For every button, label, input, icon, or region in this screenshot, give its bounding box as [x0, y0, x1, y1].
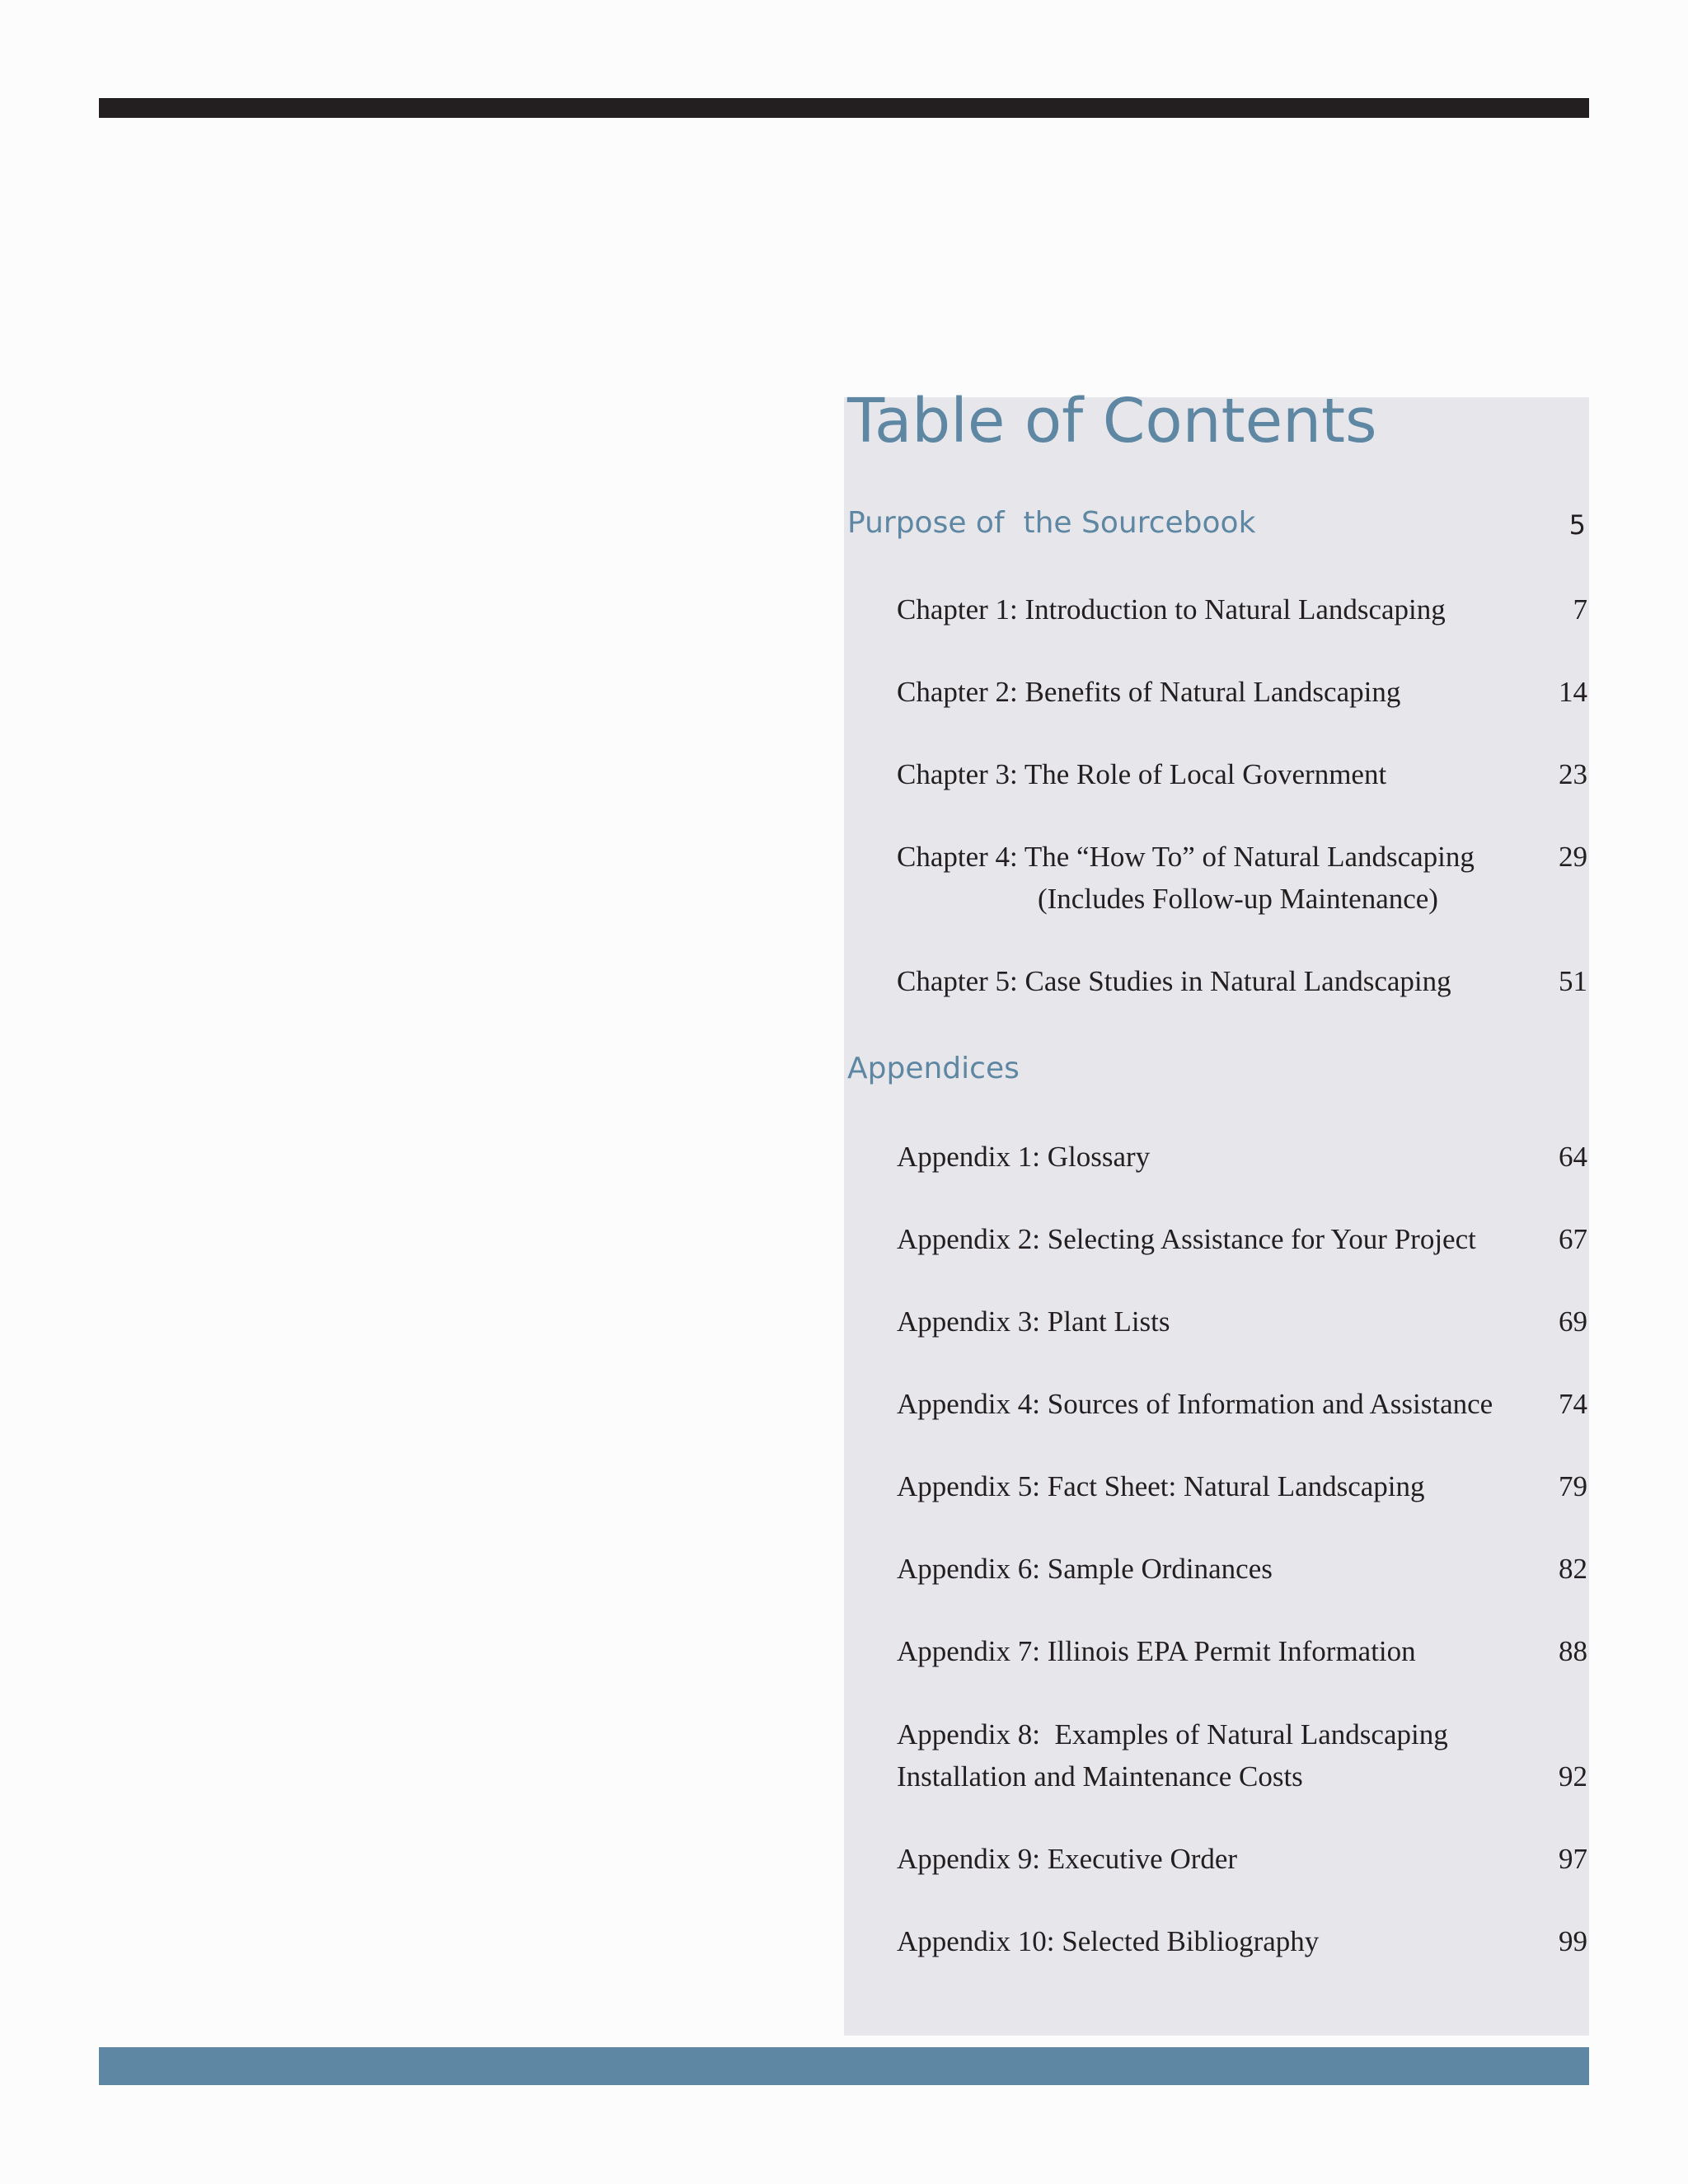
toc-page-appendix-10: 99: [1559, 1925, 1587, 1957]
toc-entry-appendix-10[interactable]: Appendix 10: Selected Bibliography: [897, 1925, 1320, 1957]
toc-page-appendix-3: 69: [1559, 1305, 1587, 1338]
toc-page-chapter-4: 29: [1559, 841, 1587, 873]
toc-entry-chapter-3[interactable]: Chapter 3: The Role of Local Government: [897, 758, 1387, 790]
toc-page-chapter-3: 23: [1559, 758, 1587, 790]
toc-page-purpose: 5: [1568, 509, 1586, 541]
toc-entry-appendix-7[interactable]: Appendix 7: Illinois EPA Permit Information: [897, 1635, 1416, 1667]
top-rule: [99, 98, 1589, 118]
toc-entry-appendix-4[interactable]: Appendix 4: Sources of Information and Assistance: [897, 1388, 1493, 1420]
toc-page-appendix-2: 67: [1559, 1223, 1587, 1255]
toc-entry-chapter-5[interactable]: Chapter 5: Case Studies in Natural Landscaping: [897, 965, 1451, 997]
toc-heading-appendices: Appendices: [847, 1052, 1020, 1085]
toc-page-appendix-1: 64: [1559, 1141, 1587, 1173]
toc-entry-appendix-6[interactable]: Appendix 6: Sample Ordinances: [897, 1553, 1273, 1585]
toc-heading-purpose[interactable]: Purpose of the Sourcebook: [847, 506, 1256, 540]
toc-page-chapter-2: 14: [1559, 676, 1587, 708]
toc-entry-appendix-1[interactable]: Appendix 1: Glossary: [897, 1141, 1151, 1173]
toc-entry-appendix-2[interactable]: Appendix 2: Selecting Assistance for Your Project: [897, 1223, 1476, 1255]
toc-entry-appendix-5[interactable]: Appendix 5: Fact Sheet: Natural Landscaping: [897, 1470, 1425, 1502]
page-title: Table of Contents: [847, 386, 1377, 457]
toc-entry-chapter-4[interactable]: Chapter 4: The “How To” of Natural Landscaping: [897, 841, 1475, 873]
toc-entry-chapter-1[interactable]: Chapter 1: Introduction to Natural Landscaping: [897, 593, 1446, 626]
toc-page-appendix-4: 74: [1559, 1388, 1587, 1420]
toc-entry-appendix-8-line2[interactable]: Installation and Maintenance Costs: [897, 1760, 1303, 1793]
toc-entry-appendix-3[interactable]: Appendix 3: Plant Lists: [897, 1305, 1170, 1338]
toc-page-appendix-9: 97: [1559, 1843, 1587, 1875]
toc-page-appendix-7: 88: [1559, 1635, 1587, 1667]
toc-page-appendix-5: 79: [1559, 1470, 1587, 1502]
toc-page-appendix-8: 92: [1559, 1760, 1587, 1793]
toc-entry-appendix-9[interactable]: Appendix 9: Executive Order: [897, 1843, 1238, 1875]
toc-page-chapter-1: 7: [1573, 593, 1587, 626]
toc-page-chapter-5: 51: [1559, 965, 1587, 997]
toc-page-appendix-6: 82: [1559, 1553, 1587, 1585]
toc-entry-chapter-2[interactable]: Chapter 2: Benefits of Natural Landscaping: [897, 676, 1401, 708]
toc-entry-chapter-4-subtitle: (Includes Follow-up Maintenance): [1038, 883, 1438, 915]
toc-entry-appendix-8[interactable]: Appendix 8: Examples of Natural Landscaping: [897, 1718, 1448, 1750]
bottom-rule: [99, 2047, 1589, 2085]
